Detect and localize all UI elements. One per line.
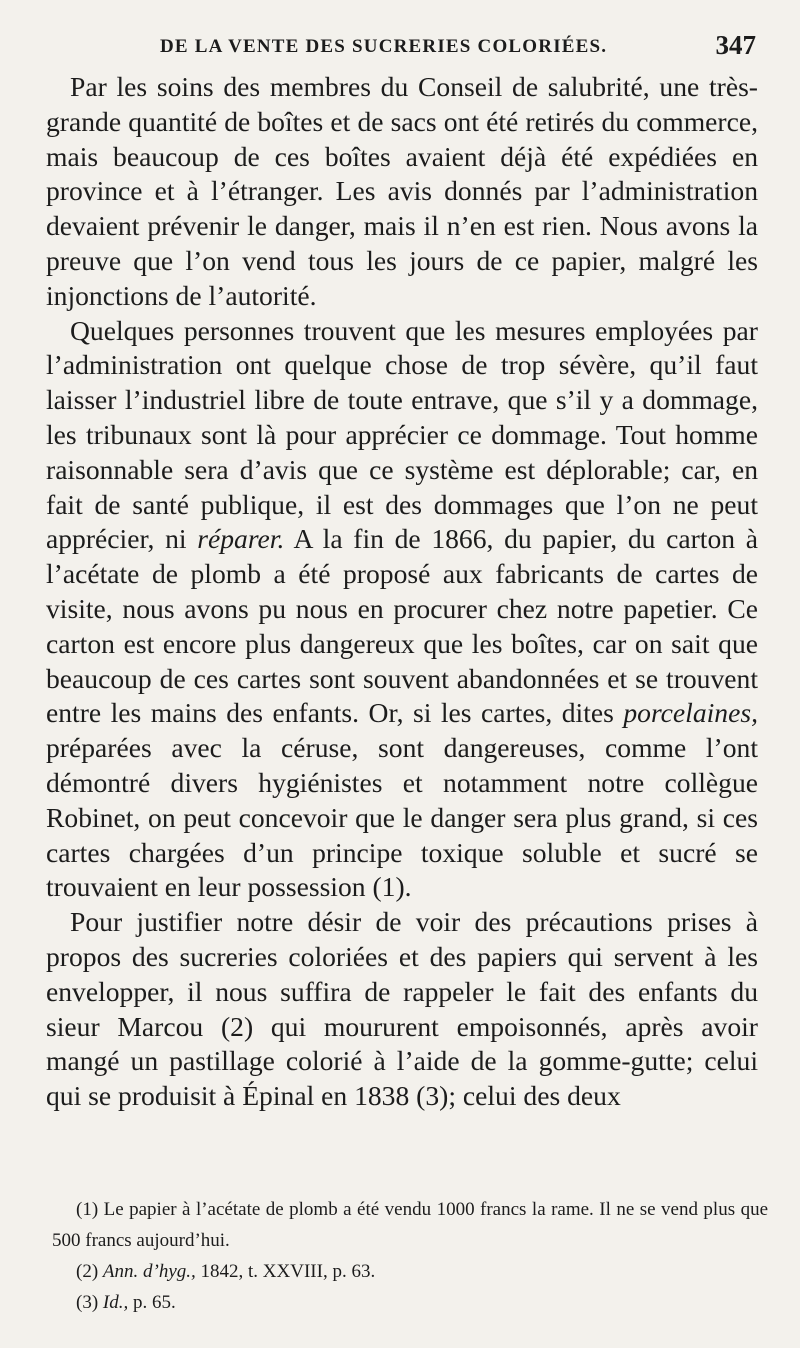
- paragraph-2-part-2: A la fin de 1866, du papier, du carton à l’acétate de plomb a été proposé aux fabricants de cartes de visite, nous avons pu nous en procurer chez notre papetier. Ce carton est encore plus dangereux que les boîtes, car on sait que beaucoup de ces cartes sont souvent abandonnées et se trouvent entre les mains des enfants. Or, si les cartes, dites: [46, 523, 758, 729]
- running-head: [48, 30, 760, 64]
- footnote-3-source: Id.,: [102, 1292, 129, 1313]
- paragraph-2-part-3: préparées avec la céruse, sont dangereuses, comme l’ont démontré divers hygiénistes et notamment notre collègue Robinet, on peut concevoir que le danger sera plus grand, si ces cartes chargées d’un principe toxique soluble et sucré se trouvaient en leur possession (1).: [46, 732, 758, 903]
- paragraph-3: Pour justifier notre désir de voir des précautions prises à propos des sucreries coloriées et des papiers qui servent à les envelopper, il nous suffira de rappeler le fait des enfants du sieur Marcou (2) qui moururent empoisonnés, après avoir mangé un pastillage colorié à l’aide de la gomme-gutte; celui qui se produisit à Épinal en 1838 (3); celui des deux: [46, 906, 758, 1112]
- footnote-3: [52, 1287, 768, 1318]
- footnote-2-reference: 1842, t. XXVIII, p. 63.: [200, 1261, 376, 1282]
- paragraph-2-part-1: Quelques personnes trouvent que les mesures employées par l’administration ont quelque chose de trop sévère, qu’il faut laisser l’industriel libre de toute entrave, que s’il y a dommage, les tribunaux sont là pour apprécier ce dommage. Tout homme raisonnable sera d’avis que ce système est déplorable; car, en fait de santé publique, il est des dommages que l’on ne peut apprécier, ni: [46, 314, 758, 555]
- page-number: 347: [715, 30, 756, 60]
- footnote-3-number: (3): [76, 1292, 99, 1313]
- footnote-2-source: Ann. d’hyg.,: [102, 1261, 196, 1282]
- paragraph-2: [46, 314, 758, 906]
- running-title: DE LA VENTE DES SUCRERIES COLORIÉES.: [160, 36, 608, 57]
- italic-porcelaines: porcelaines,: [623, 697, 758, 729]
- footnote-1: (1) Le papier à l’acétate de plomb a été vendu 1000 francs la rame. Il ne se vend plus que 500 francs aujourd’hui.: [52, 1199, 768, 1251]
- italic-reparer: réparer.: [197, 523, 285, 555]
- paragraph-1: Par les soins des membres du Conseil de salubrité, une très-grande quantité de boîtes et de sacs ont été retirés du commerce, mais beaucoup de ces boîtes avaient déjà été expédiées en province et à l’étranger. Les avis donnés par l’administration devaient prévenir le danger, mais il n’en est rien. Nous avons la preuve que l’on vend tous les jours de ce papier, malgré les injonctions de l’autorité.: [46, 71, 758, 311]
- footnote-2: [52, 1256, 768, 1287]
- footnotes: [52, 1194, 768, 1318]
- footnote-3-reference: p. 65.: [132, 1292, 176, 1313]
- footnote-2-number: (2): [76, 1261, 99, 1282]
- body-text: [46, 70, 758, 1114]
